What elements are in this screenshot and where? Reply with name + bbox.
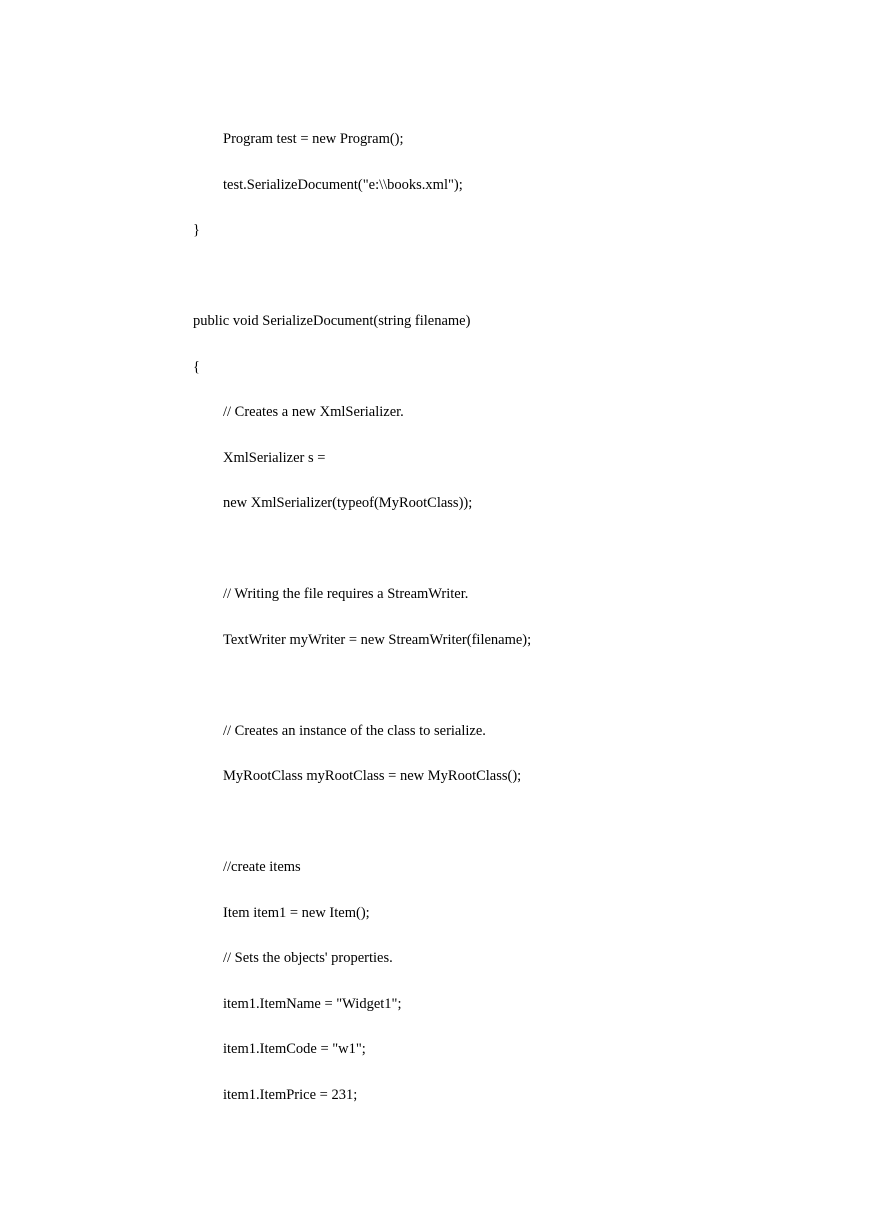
- code-line: {: [193, 359, 200, 375]
- code-line: public void SerializeDocument(string filename): [193, 313, 471, 329]
- code-line: Item item1 = new Item();: [223, 905, 370, 921]
- code-line: }: [193, 222, 200, 238]
- code-line: // Creates a new XmlSerializer.: [223, 404, 404, 420]
- code-line: item1.ItemCode = "w1";: [223, 1041, 366, 1057]
- code-line: item1.ItemName = "Widget1";: [223, 996, 402, 1012]
- code-line: // Writing the file requires a StreamWriter.: [223, 586, 469, 602]
- code-line: test.SerializeDocument("e:\\books.xml");: [223, 177, 463, 193]
- code-line: // Sets the objects' properties.: [223, 950, 393, 966]
- code-line: new XmlSerializer(typeof(MyRootClass));: [223, 495, 473, 511]
- code-line: // Creates an instance of the class to serialize.: [223, 723, 486, 739]
- code-line: //create items: [223, 859, 301, 875]
- code-line: item1.ItemPrice = 231;: [223, 1087, 358, 1103]
- code-line: TextWriter myWriter = new StreamWriter(filename);: [223, 632, 532, 648]
- code-line: XmlSerializer s =: [223, 450, 326, 466]
- code-line: MyRootClass myRootClass = new MyRootClass();: [223, 768, 522, 784]
- code-line: Program test = new Program();: [223, 131, 404, 147]
